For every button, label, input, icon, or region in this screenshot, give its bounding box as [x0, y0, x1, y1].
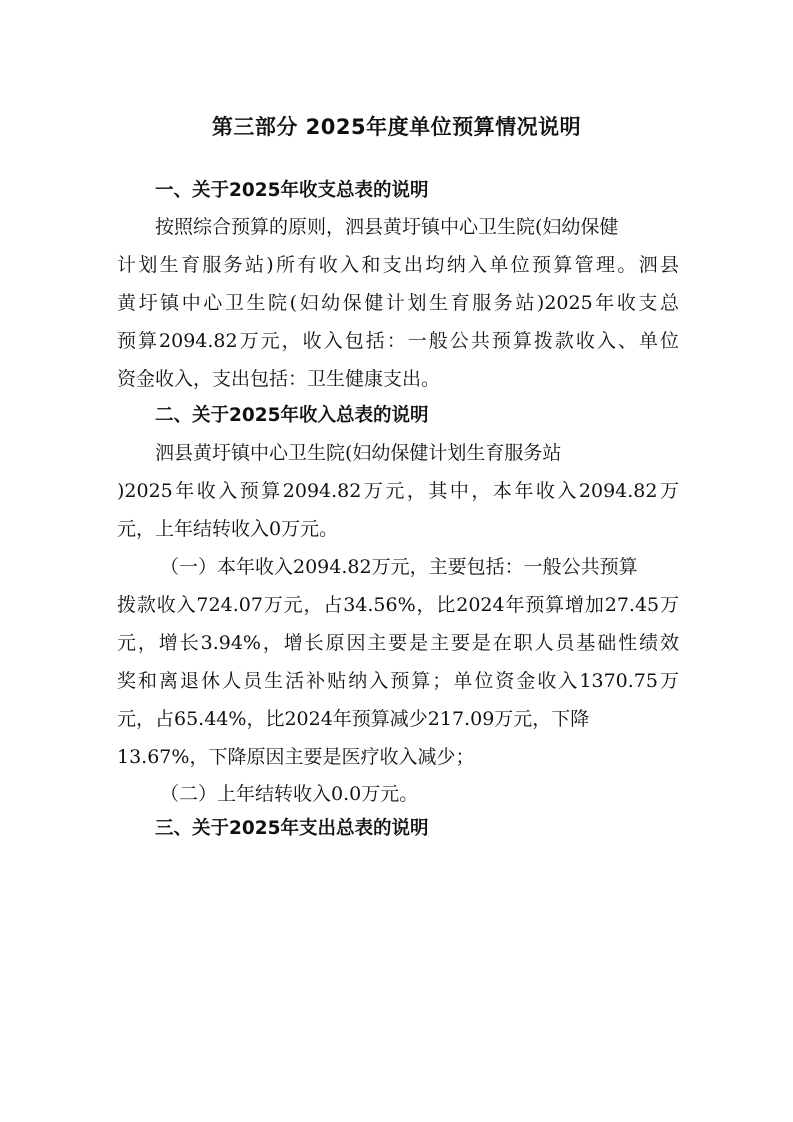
section2-heading: 二、关于2025年收入总表的说明	[155, 405, 429, 426]
section2-sub1-line-1: （一）本年收入2094.82万元，主要包括：一般公共预算	[160, 556, 638, 578]
section2-sub2-line: （二）上年结转收入0.0万元。	[160, 783, 419, 805]
section1-line-3: 黄圩镇中心卫生院(妇幼保健计划生育服务站)2025年收支总	[117, 292, 679, 314]
section2-line-1: 泗县黄圩镇中心卫生院(妇幼保健计划生育服务站	[155, 442, 562, 464]
section2-line-2: )2025年收入预算2094.82万元，其中，本年收入2094.82万	[117, 480, 679, 502]
section1-line-2: 计划生育服务站)所有收入和支出均纳入单位预算管理。泗县	[117, 254, 679, 276]
section2-line-3: 元，上年结转收入0万元。	[117, 518, 339, 540]
section2-sub1-line-3: 元，增长3.94%，增长原因主要是主要是在职人员基础性绩效	[117, 632, 679, 654]
section2-sub1-line-5: 元，占65.44%，比2024年预算减少217.09万元，下降	[117, 708, 590, 730]
section2-sub1-line-2: 拨款收入724.07万元，占34.56%，比2024年预算增加27.45万	[117, 594, 679, 616]
section2-sub1-line-6: 13.67%，下降原因主要是医疗收入减少；	[117, 746, 475, 768]
section1-line-4: 预算2094.82万元，收入包括：一般公共预算拨款收入、单位	[117, 330, 679, 352]
section3-heading: 三、关于2025年支出总表的说明	[155, 818, 429, 839]
section2-sub1-line-4: 奖和离退休人员生活补贴纳入预算；单位资金收入1370.75万	[117, 670, 679, 692]
section1-line-5: 资金收入，支出包括：卫生健康支出。	[117, 368, 441, 390]
section1-heading: 一、关于2025年收支总表的说明	[155, 180, 429, 201]
page-title: 第三部分 2025年度单位预算情况说明	[211, 115, 582, 139]
section1-line-1: 按照综合预算的原则，泗县黄圩镇中心卫生院(妇幼保健	[155, 216, 619, 238]
